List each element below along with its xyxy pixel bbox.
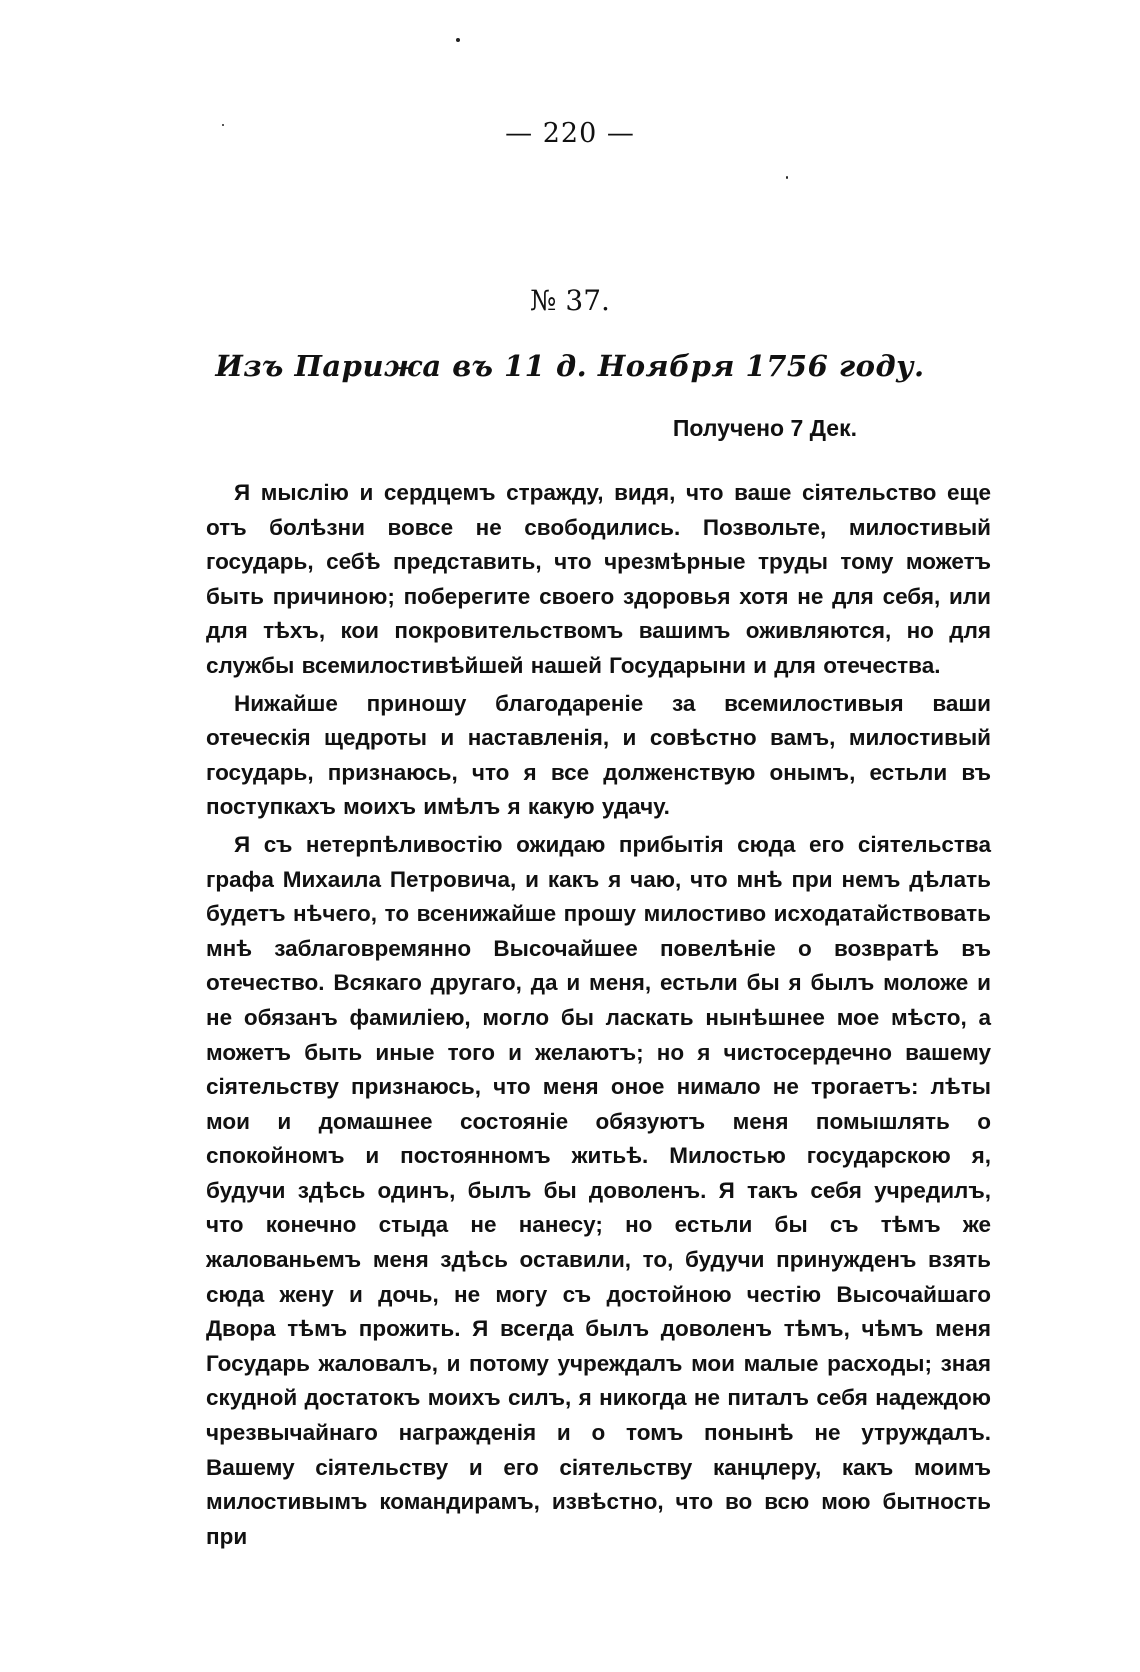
paragraph: Нижайше приношу благодареніе за всемилостивыя ваши отеческія щедроты и наставленія, и совѣстно вамъ, милостивый государь, признаюсь, что я все долженствую онымъ, естьли въ поступкахъ моихъ имѣлъ я какую удачу.: [206, 690, 991, 820]
paragraph: Я мыслію и сердцемъ стражду, видя, что ваше сіятельство еще отъ болѣзни вовсе не свободились. Позвольте, милостивый государь, себѣ представить, что чрезмѣрные труды тому можетъ быть причиною; поберегите своего здоровья хотя не для себя, или для тѣхъ, кои покровительствомъ вашимъ оживляются, но для службы всемилостивѣйшей нашей Государыни и для отечества.: [206, 480, 991, 678]
scan-speck: [456, 38, 460, 42]
paragraph: Я съ нетерпѣливостію ожидаю прибытія сюда его сіятельства графа Михаила Петровича, и какъ я чаю, что мнѣ при немъ дѣлать будетъ нѣчего, то всенижайше прошу милостиво исходатайствовать мнѣ заблаговремянно Высочайшее повелѣніе о возвратѣ въ отечество. Всякаго другаго, да и меня, естьли бы я былъ моложе и не обязанъ фамиліею, могло бы ласкать нынѣшнее мое мѣсто, а можетъ быть иные того и желаютъ; но я чистосердечно вашему сіятельству признаюсь, что меня оное нимало не трогаетъ: лѣты мои и домашнее состояніе обязуютъ меня помышлять о спокойномъ и постоянномъ житьѣ. Милостью государскою я, будучи здѣсь одинъ, былъ бы доволенъ. Я такъ себя учредилъ, что конечно стыда не нанесу; но естьли бы съ тѣмъ же жалованьемъ меня здѣсь оставили, то, будучи принужденъ взять сюда жену и дочь, не могу съ достойною честію Высочайшаго Двора тѣмъ прожить. Я всегда былъ доволенъ тѣмъ, чѣмъ меня Государь жаловалъ, и потому учреждалъ мои малые расходы; зная скудной достатокъ моихъ силъ, я никогда не питалъ себя надеждою чрезвычайнаго награжденія и о томъ понынѣ не утруждалъ. Вашему сіятельству и его сіятельству канцлеру, какъ моимъ милостивымъ командирамъ, извѣстно, что во всю мою бытность при: [206, 831, 991, 1549]
page-number: — 220 —: [505, 118, 635, 149]
scan-speck: [786, 176, 788, 179]
document-heading: Изъ Парижа въ 11 д. Ноября 1756 году.: [215, 349, 925, 383]
received-note: Получено 7 Дек.: [672, 415, 857, 441]
document-number: № 37.: [530, 284, 610, 317]
letter-body: [206, 476, 991, 1557]
